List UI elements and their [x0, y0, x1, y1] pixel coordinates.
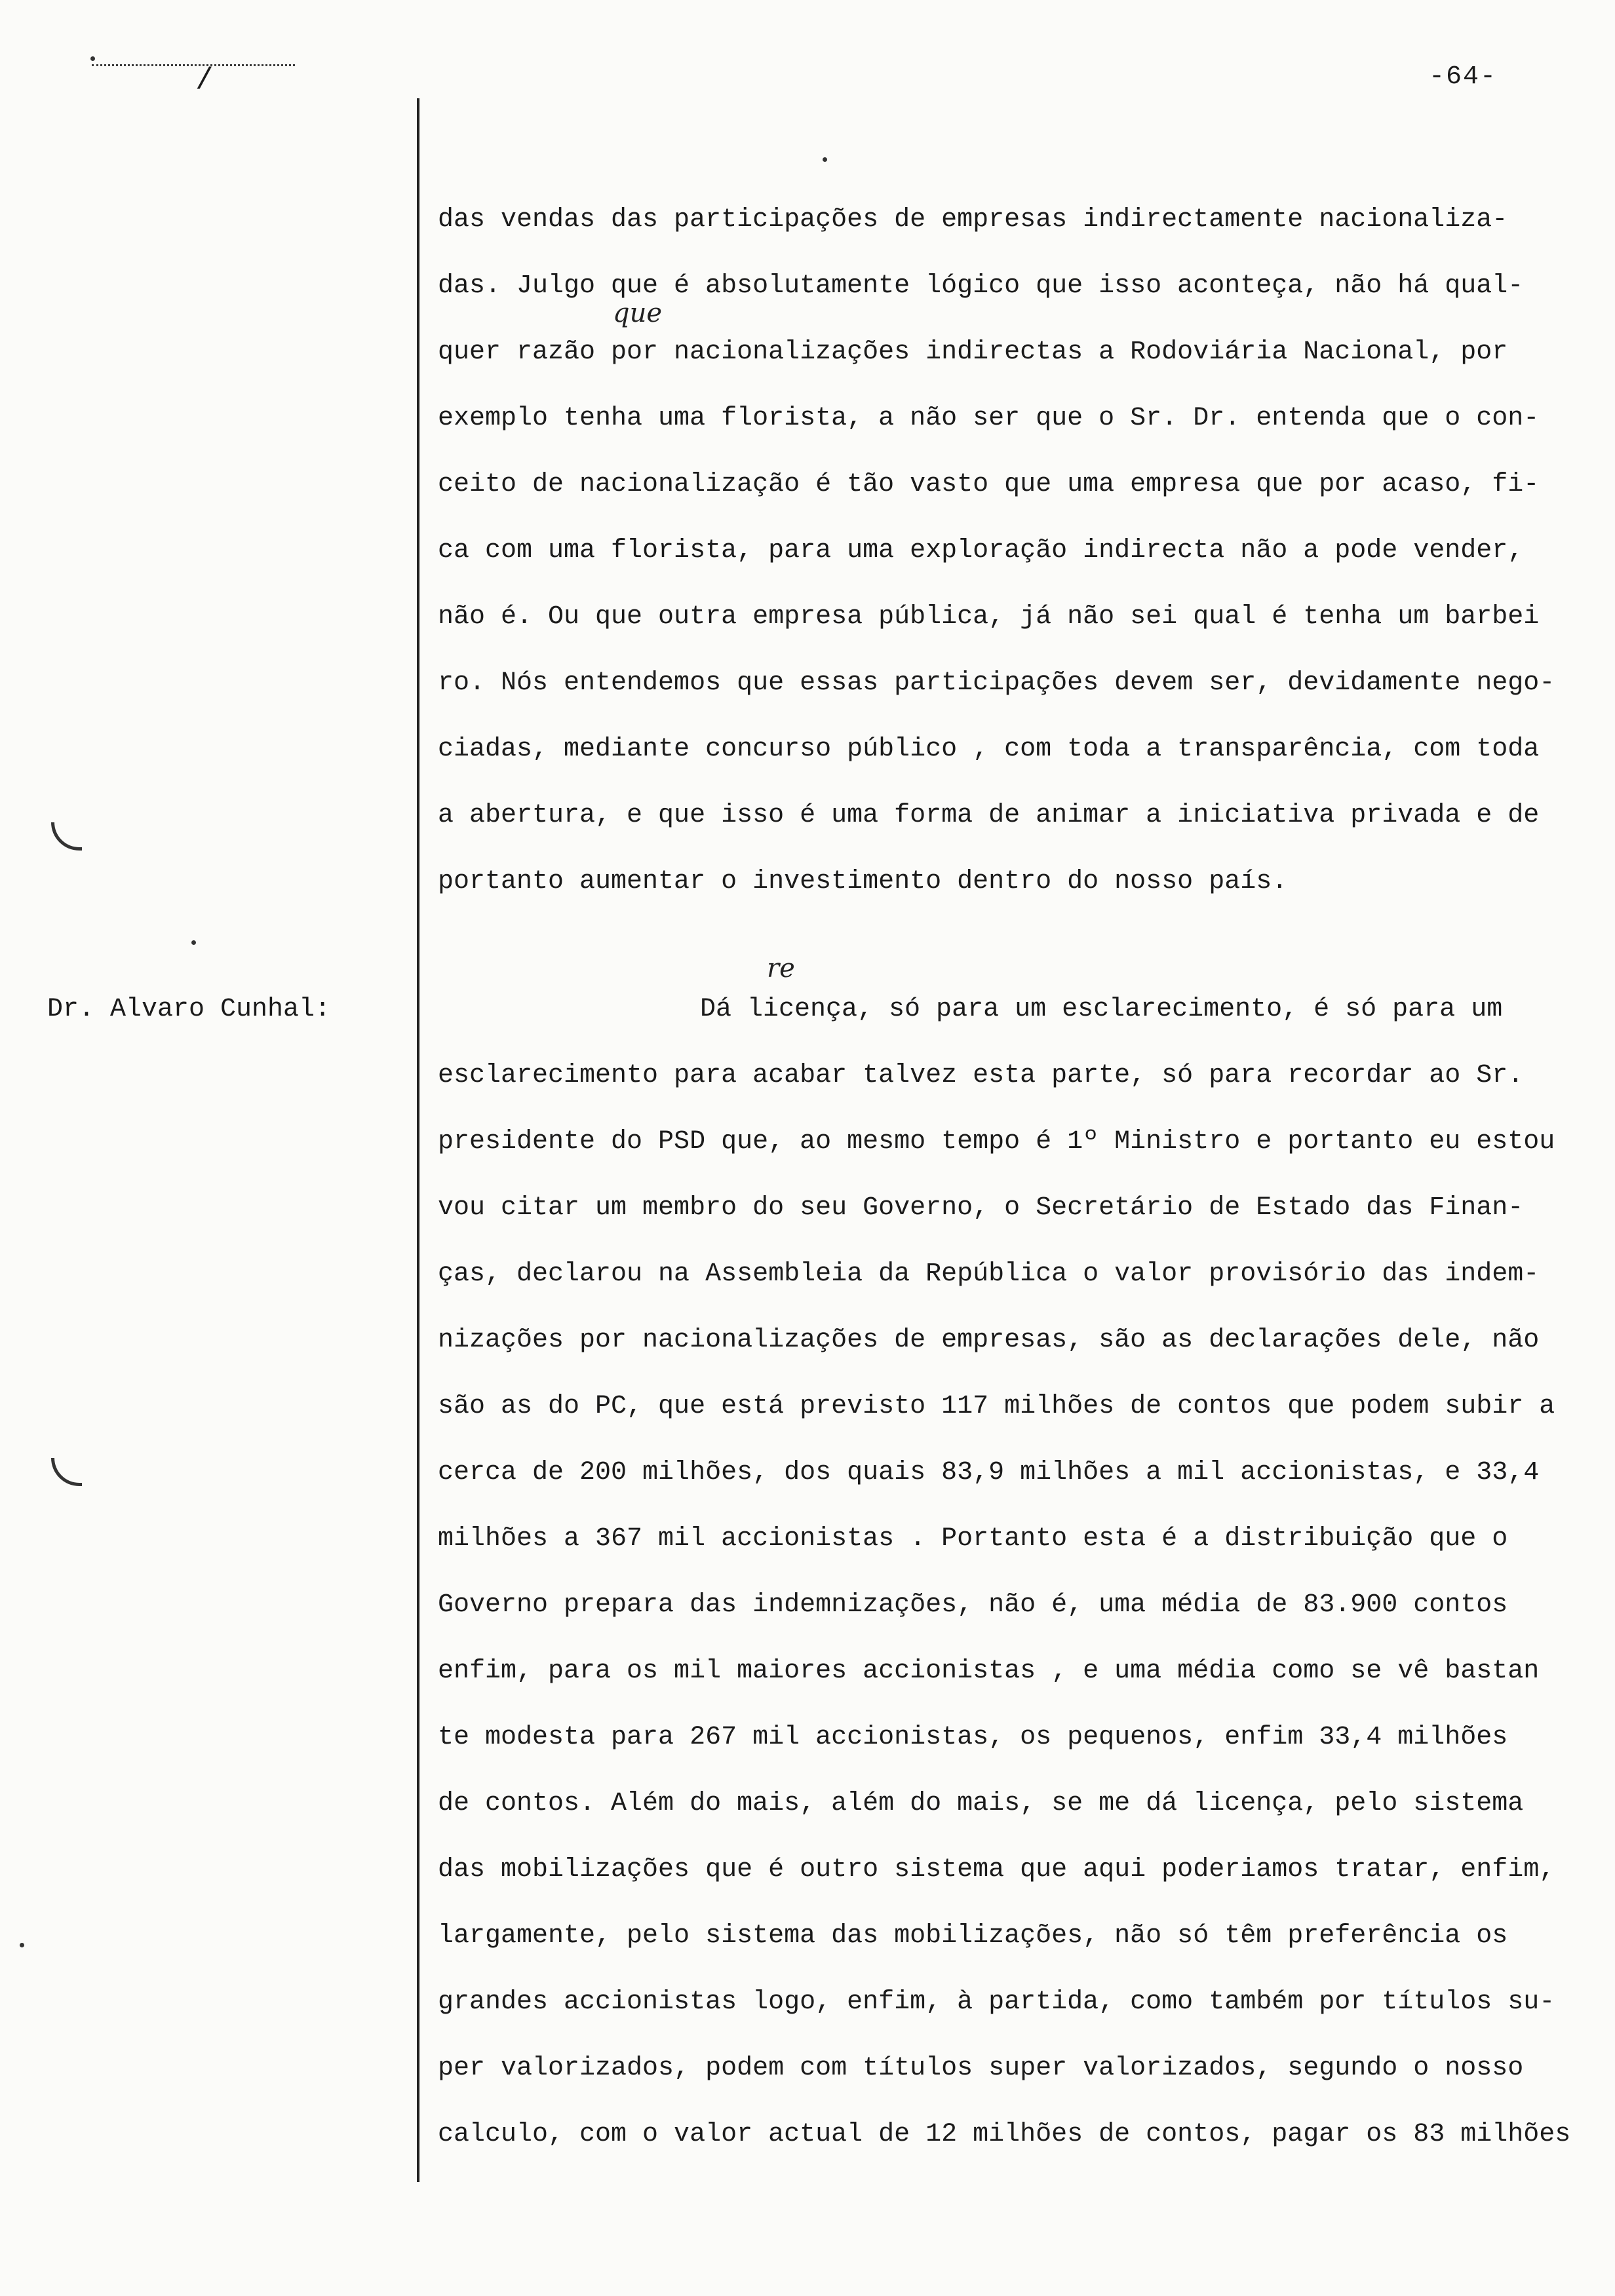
text-line: grandes accionistas logo, enfim, à partida, como também por títulos su- [438, 1987, 1555, 2017]
speaker-label: Dr. Alvaro Cunhal: [47, 995, 331, 1024]
text-line: per valorizados, podem com títulos super valorizados, segundo o nosso [438, 2054, 1524, 2083]
text-line: Governo prepara das indemnizações, não é, uma média de 83.900 contos [438, 1590, 1508, 1620]
margin-dot [823, 157, 827, 162]
margin-bracket-mark [51, 822, 82, 851]
text-line: a abertura, e que isso é uma forma de animar a iniciativa privada e de [438, 801, 1540, 830]
text-line: ro. Nós entendemos que essas participações devem ser, devidamente nego- [438, 668, 1555, 698]
text-line: largamente, pelo sistema das mobilizações, não só têm preferência os [438, 1921, 1508, 1951]
text-line: ciadas, mediante concurso público , com toda a transparência, com toda [438, 735, 1540, 764]
text-line: te modesta para 267 mil accionistas, os pequenos, enfim 33,4 milhões [438, 1723, 1508, 1752]
text-line: enfim, para os mil maiores accionistas , e uma média como se vê bastan [438, 1656, 1540, 1686]
text-line: cerca de 200 milhões, dos quais 83,9 milhões a mil accionistas, e 33,4 [438, 1458, 1540, 1487]
handwritten-insert-re: re [767, 953, 795, 984]
text-line: portanto aumentar o investimento dentro do nosso país. [438, 867, 1288, 896]
handwritten-insert-que: que [613, 298, 663, 328]
margin-dot [191, 940, 196, 945]
text-line: ca com uma florista, para uma exploração indirecta não a pode vender, [438, 536, 1524, 565]
text-line: ças, declarou na Assembleia da República o valor provisório das indem- [438, 1259, 1540, 1289]
text-line: quer razão por nacionalizações indirectas a Rodoviária Nacional, por [438, 337, 1508, 367]
text-line: não é. Ou que outra empresa pública, já não sei qual é tenha um barbei [438, 602, 1540, 632]
margin-rule [417, 98, 419, 2182]
text-line: calculo, com o valor actual de 12 milhões de contos, pagar os 83 milhões [438, 2120, 1571, 2149]
margin-bracket-mark [51, 1458, 82, 1486]
text-line: ceito de nacionalização é tão vasto que uma empresa que por acaso, fi- [438, 470, 1540, 499]
text-line: nizações por nacionalizações de empresas, são as declarações dele, não [438, 1326, 1540, 1355]
text-line: Dá licença, só para um esclarecimento, é só para um [700, 995, 1503, 1024]
text-line: são as do PC, que está previsto 117 milhões de contos que podem subir a [438, 1392, 1555, 1421]
margin-dot [90, 56, 95, 61]
text-line: das. Julgo que é absolutamente lógico que isso aconteça, não há qual- [438, 271, 1524, 301]
text-line: de contos. Além do mais, além do mais, se me dá licença, pelo sistema [438, 1789, 1524, 1818]
text-line: vou citar um membro do seu Governo, o Secretário de Estado das Finan- [438, 1193, 1524, 1223]
text-line: milhões a 367 mil accionistas . Portanto esta é a distribuição que o [438, 1524, 1508, 1554]
text-line: presidente do PSD que, ao mesmo tempo é 1º Ministro e portanto eu estou [438, 1127, 1555, 1157]
text-line: esclarecimento para acabar talvez esta parte, só para recordar ao Sr. [438, 1061, 1524, 1090]
page-number: -64- [1429, 62, 1498, 92]
text-line: exemplo tenha uma florista, a não ser que o Sr. Dr. entenda que o con- [438, 404, 1540, 433]
top-slash-mark: / [195, 64, 214, 98]
paragraph-1 [438, 187, 1605, 915]
text-line: das mobilizações que é outro sistema que aqui poderiamos tratar, enfim, [438, 1855, 1555, 1885]
margin-dot [20, 1943, 24, 1947]
paragraph-2 [438, 976, 1605, 2168]
top-dotted-mark [92, 64, 295, 66]
text-line: das vendas das participações de empresas indirectamente nacionaliza- [438, 205, 1508, 235]
